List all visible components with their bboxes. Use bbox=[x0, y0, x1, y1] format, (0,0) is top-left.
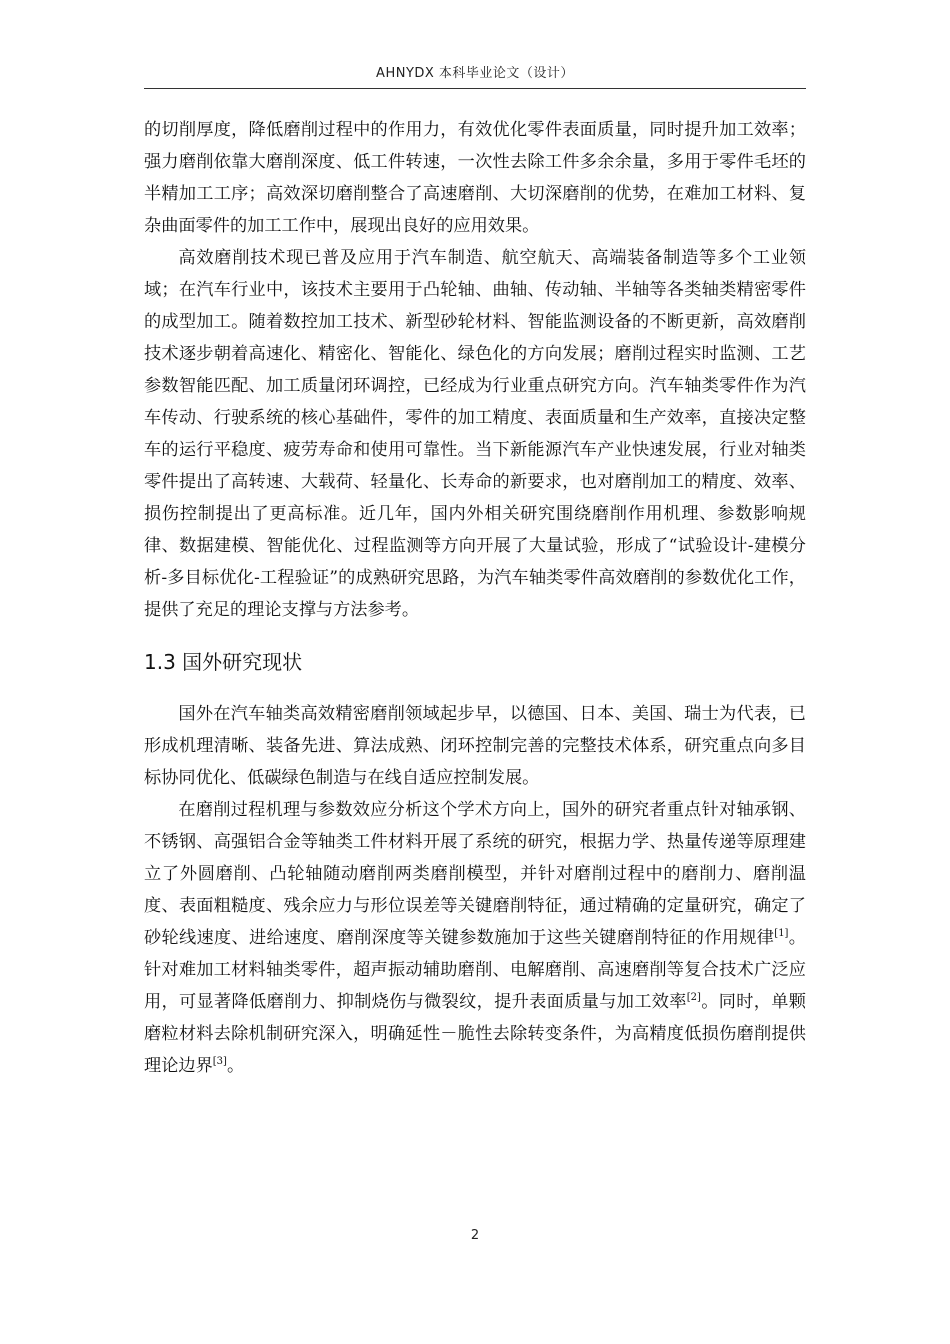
paragraph-foreign-mechanism bbox=[144, 794, 806, 1082]
citation-3[interactable]: [3] bbox=[212, 1056, 227, 1067]
citation-1[interactable]: [1] bbox=[774, 928, 789, 939]
header-rule bbox=[144, 88, 806, 89]
paragraph-foreign-overview: 国外在汽车轴类高效精密磨削领域起步早，以德国、日本、美国、瑞士为代表，已形成机理清晰、装备先进、算法成熟、闭环控制完善的完整技术体系，研究重点向多目标协同优化、低碳绿色制造与在线自适应控制发展。 bbox=[144, 704, 806, 788]
running-header: AHNYDX 本科毕业论文（设计） bbox=[376, 66, 574, 81]
paragraph-continuation: 的切削厚度，降低磨削过程中的作用力，有效优化零件表面质量，同时提升加工效率；强力磨削依靠大磨削深度、低工件转速，一次性去除工件多余余量，多用于零件毛坯的半精加工工序；高效深切磨削整合了高速磨削、大切深磨削的优势，在难加工材料、复杂曲面零件的加工工作中，展现出良好的应用效果。 bbox=[144, 120, 806, 236]
text-run: 在磨削过程机理与参数效应分析这个学术方向上，国外的研究者重点针对轴承钢、不锈钢、高强铝合金等轴类工件材料开展了系统的研究，根据力学、热量传递等原理建立了外圆磨削、凸轮轴随动磨削两类磨削模型，并针对磨削过程中的磨削力、磨削温度、表面粗糙度、残余应力与形位误差等关键磨削特征，通过精确的定量研究，确定了砂轮线速度、进给速度、磨削深度等关键参数施加于这些关键磨削特征的作用规律 bbox=[144, 800, 806, 948]
citation-2[interactable]: [2] bbox=[686, 992, 701, 1003]
text-run: 。同时，单颗磨粒材料去除机制研究深入，明确延性－脆性去除转变条件，为高精度低损伤磨削提供理论边界 bbox=[144, 992, 806, 1076]
text-run: 。 bbox=[226, 1056, 245, 1076]
section-heading: 1.3 国外研究现状 bbox=[144, 650, 303, 674]
body-text bbox=[144, 114, 806, 1082]
paragraph-efficient-grinding: 高效磨削技术现已普及应用于汽车制造、航空航天、高端装备制造等多个工业领域；在汽车行业中，该技术主要用于凸轮轴、曲轴、传动轴、半轴等各类轴类精密零件的成型加工。随着数控加工技术、新型砂轮材料、智能监测设备的不断更新，高效磨削技术逐步朝着高速化、精密化、智能化、绿色化的方向发展；磨削过程实时监测、工艺参数智能匹配、加工质量闭环调控，已经成为行业重点研究方向。汽车轴类零件作为汽车传动、行驶系统的核心基础件，零件的加工精度、表面质量和生产效率，直接决定整车的运行平稳度、疲劳寿命和使用可靠性。当下新能源汽车产业快速发展，行业对轴类零件提出了高转速、大载荷、轻量化、长寿命的新要求，也对磨削加工的精度、效率、损伤控制提出了更高标准。近几年，国内外相关研究围绕磨削作用机理、参数影响规律、数据建模、智能优化、过程监测等方向开展了大量试验，形成了“试验设计-建模分析-多目标优化-工程验证”的成熟研究思路，为汽车轴类零件高效磨削的参数优化工作，提供了充足的理论支撑与方法参考。 bbox=[144, 248, 806, 620]
text-run: 。针对难加工材料轴类零件，超声振动辅助磨削、电解磨削、高速磨削等复合技术广泛应用，可显著降低磨削力、抑制烧伤与微裂纹，提升表面质量与加工效率 bbox=[144, 928, 806, 1012]
page-number: 2 bbox=[470, 1228, 480, 1243]
